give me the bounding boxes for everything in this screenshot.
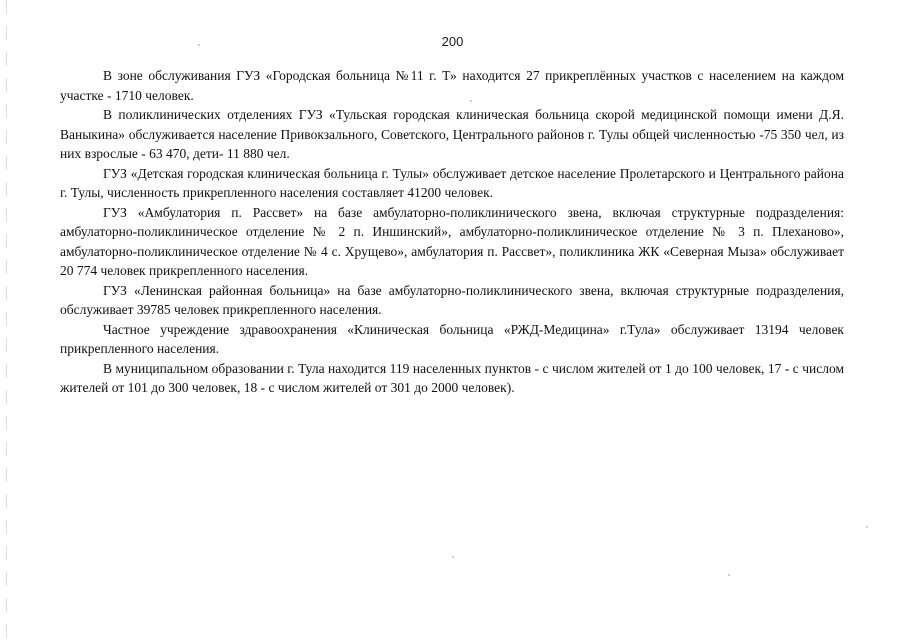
paragraph-rassvet-ambulatory: ГУЗ «Амбулатория п. Рассвет» на базе амбулаторно-поликлинического звена, включая структурные подразделения: амбулаторно-поликлиническое отделение № 2 п. Иншинский», амбулаторно-поликлиническое отделение № 3 п. Плеханово», амбулаторно-поликлиническое отделение № 4 с. Хрущево», амбулатория п. Рассвет», поликлиника ЖК «Северная Мыза» обслуживает 20 774 человек прикрепленного населения.	[60, 204, 844, 278]
page-number: 200	[441, 34, 464, 49]
scan-speck	[728, 574, 730, 576]
scan-speck	[198, 44, 200, 46]
scan-speck	[452, 556, 454, 558]
scan-edge-artifact	[6, 0, 7, 640]
paragraph-children-hospital: ГУЗ «Детская городская клиническая больница г. Тулы» обслуживает детское население Пролетарского и Центрального района г. Тулы, численность прикрепленного населения составляет 41200 человек.	[60, 165, 844, 200]
paragraph-vanykin-hospital: В поликлинических отделениях ГУЗ «Тульская городская клиническая больница скорой медицинской помощи имени Д.Я. Ваныкина» обслуживается население Привокзального, Советского, Центрального районов г. Тулы общей численностью -75 350 чел, из них взрослые - 63 470, дети- 11 880 чел.	[60, 107, 844, 161]
paragraph-rzd-hospital: Частное учреждение здравоохранения «Клиническая больница «РЖД-Медицина» г.Тула» обслуживает 13194 человек прикрепленного населения.	[60, 321, 844, 356]
scan-speck	[866, 526, 868, 528]
paragraph-settlements: В муниципальном образовании г. Тула находится 119 населенных пунктов - с числом жителей от 1 до 100 человек, 17 - с числом жителей от 101 до 300 человек, 18 - с числом жителей от 301 до 2000 человек).	[60, 360, 844, 395]
document-body	[60, 66, 844, 398]
paragraph-leninsky-hospital: ГУЗ «Ленинская районная больница» на базе амбулаторно-поликлинического звена, включая структурные подразделения, обслуживает 39785 человек прикрепленного населения.	[60, 282, 844, 317]
scan-speck	[470, 100, 472, 102]
paragraph-hospital-11: В зоне обслуживания ГУЗ «Городская больница №11 г. Т» находится 27 прикреплённых участков с населением на каждом участке - 1710 человек.	[60, 68, 844, 103]
